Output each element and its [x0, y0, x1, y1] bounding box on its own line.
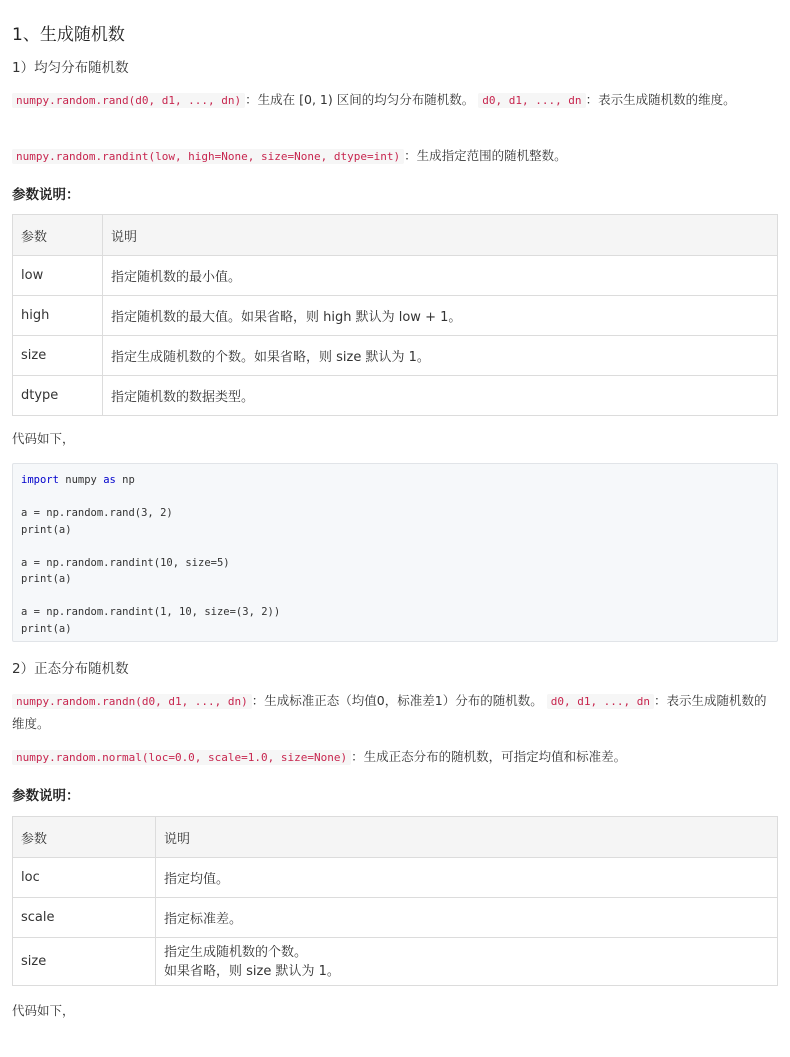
param-desc [156, 938, 778, 986]
table-row [13, 938, 778, 986]
normal-code-label: 代码如下， [12, 1003, 75, 1018]
param-desc: 指定均值。 [156, 858, 778, 898]
param-name: low [13, 256, 103, 296]
table-header-param: 参数 [13, 215, 103, 256]
code-line: print(a) [21, 523, 72, 536]
randn-dims-code: d0, d1, ..., dn [547, 694, 654, 709]
uniform-params-table [12, 214, 778, 416]
table-row [13, 376, 778, 416]
param-name: size [13, 336, 103, 376]
randint-description [12, 145, 778, 168]
param-desc: 指定随机数的最小值。 [103, 256, 778, 296]
uniform-params-label: 参数说明： [12, 187, 80, 203]
table-header-row [13, 215, 778, 256]
table-row [13, 336, 778, 376]
uniform-subheading: 1）均匀分布随机数 [12, 60, 129, 76]
table-row [13, 898, 778, 938]
normal-params-table [12, 816, 778, 986]
param-desc: 指定标准差。 [156, 898, 778, 938]
section-heading: 1、生成随机数 [12, 25, 125, 45]
code-keyword: as [103, 474, 116, 486]
table-row [13, 296, 778, 336]
code-line: print(a) [21, 622, 72, 635]
table-header-param: 参数 [13, 817, 156, 858]
table-row [13, 256, 778, 296]
table-row [13, 858, 778, 898]
param-name: dtype [13, 376, 103, 416]
rand-desc-text: ：生成在 [0, 1) 区间的均匀分布随机数。 [245, 92, 475, 107]
code-line: a = np.random.rand(3, 2) [21, 507, 173, 519]
table-header-desc: 说明 [156, 817, 778, 858]
table-header-row [13, 817, 778, 858]
param-desc: 指定随机数的数据类型。 [103, 376, 778, 416]
normal-params-label: 参数说明： [12, 788, 80, 804]
param-desc: 指定生成随机数的个数。如果省略，则 size 默认为 1。 [103, 336, 778, 376]
code-line: a = np.random.randint(1, 10, size=(3, 2)) [21, 606, 281, 618]
param-name: scale [13, 898, 156, 938]
randint-desc-text: ：生成指定范围的随机整数。 [404, 148, 567, 163]
code-line: print(a) [21, 573, 72, 585]
normal-description [12, 746, 778, 769]
code-line: a = np.random.randint(10, size=5) [21, 556, 230, 569]
normal-signature: numpy.random.normal(loc=0.0, scale=1.0, size=None) [12, 750, 351, 765]
rand-dims-code: d0, d1, ..., dn [478, 93, 585, 108]
rand-signature: numpy.random.rand(d0, d1, ..., dn) [12, 93, 245, 108]
uniform-code-block [12, 463, 778, 642]
param-name: high [13, 296, 103, 336]
param-name: size [13, 938, 156, 986]
rand-dims-desc: ：表示生成随机数的维度。 [585, 92, 736, 107]
randn-dims-desc: ：表示生成随机数的维度。 [12, 693, 767, 731]
rand-description [12, 89, 778, 112]
randint-signature: numpy.random.randint(low, high=None, size=None, dtype=int) [12, 149, 404, 164]
code-line: import numpy as np [21, 474, 135, 486]
table-header-desc: 说明 [103, 215, 778, 256]
param-desc-line: 指定生成随机数的个数。 [164, 944, 308, 960]
normal-desc-text: ：生成正态分布的随机数，可指定均值和标准差。 [351, 749, 627, 764]
uniform-code-label: 代码如下， [12, 431, 75, 446]
code-keyword: import [21, 474, 59, 486]
param-desc: 指定随机数的最大值。如果省略，则 high 默认为 low + 1。 [103, 296, 778, 336]
randn-desc-text: ：生成标准正态（均值0，标准差1）分布的随机数。 [251, 693, 543, 708]
param-desc-line: 如果省略，则 size 默认为 1。 [164, 963, 340, 979]
randn-description [12, 690, 778, 735]
randn-signature: numpy.random.randn(d0, d1, ..., dn) [12, 694, 252, 709]
normal-subheading: 2）正态分布随机数 [12, 661, 129, 677]
param-name: loc [13, 858, 156, 898]
